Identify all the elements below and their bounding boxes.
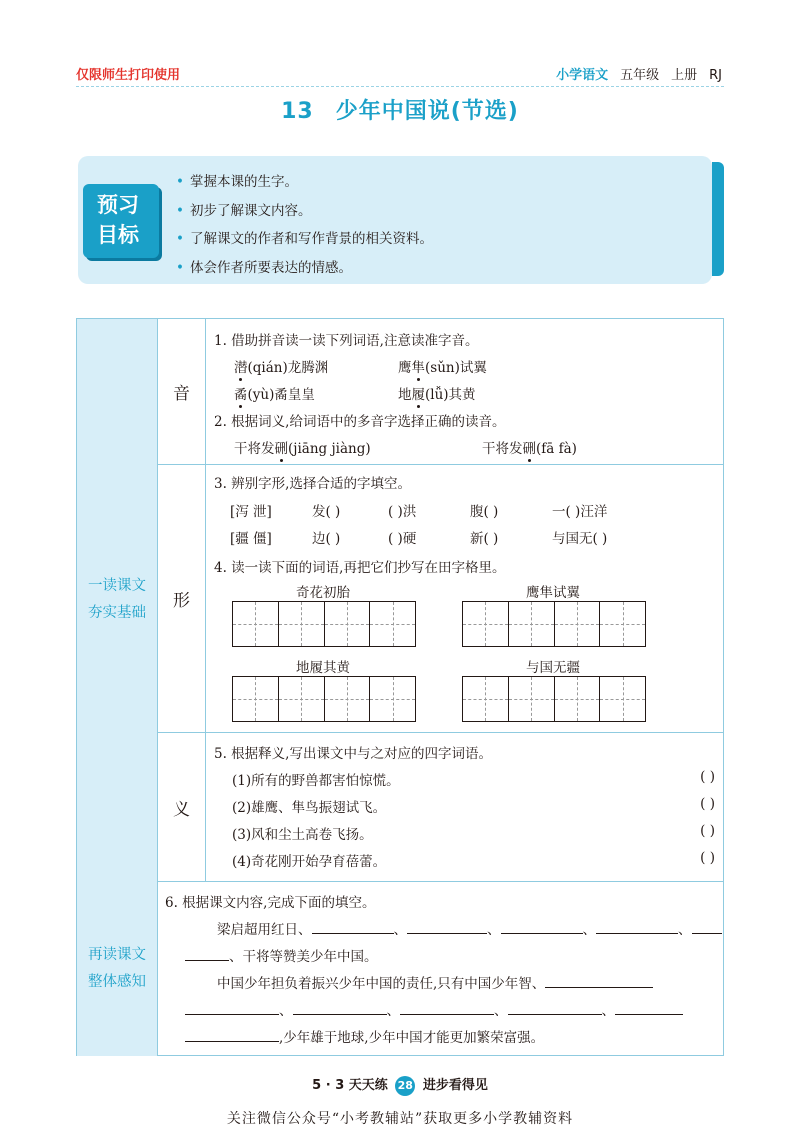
goal-item: • 掌握本课的生字。 (176, 168, 433, 197)
definition-item: (4)奇花刚开始孕育蓓蕾。 (232, 854, 387, 870)
book-info (556, 64, 722, 83)
polyphone-item: 干将发硎(fā fà) (482, 441, 577, 457)
answer-paren[interactable]: ( ) (700, 796, 715, 812)
fill-line-3: 中国少年担负着振兴少年中国的责任,只有中国少年智、 (217, 972, 653, 992)
subject-label: 小学语文 (556, 68, 609, 83)
fill-blank: 边( ) (312, 531, 341, 547)
question-2: 2. 根据词义,给词语中的多音字选择正确的读音。 (214, 414, 506, 430)
fill-blank: 新( ) (470, 531, 499, 547)
word-item: 矞(yù)矞皇皇 (234, 387, 315, 403)
definition-item: (2)雄鹰、隼鸟振翅试飞。 (232, 800, 387, 816)
definition-item: (3)风和尘土高卷飞扬。 (232, 827, 373, 843)
grade-label: 五年级 (620, 68, 660, 83)
answer-blank[interactable] (400, 1001, 494, 1015)
page-number: 28 (395, 1076, 415, 1096)
section-label-overview (77, 881, 157, 1056)
header-rule (76, 86, 724, 87)
fill-line-1: 梁启超用红日、 、 、 、 、 (217, 918, 722, 938)
word-item: 地履(lǚ)其黄 (398, 387, 476, 403)
answer-blank[interactable] (293, 1001, 387, 1015)
fill-blank: 与国无( ) (552, 531, 608, 547)
lesson-title (0, 94, 800, 125)
word-item: 潜(qián)龙腾渊 (234, 360, 329, 376)
answer-blank[interactable] (312, 920, 394, 934)
preview-goals-badge (83, 184, 159, 258)
question-5: 5. 根据释义,写出课文中与之对应的四字词语。 (214, 746, 492, 762)
goal-item: • 了解课文的作者和写作背景的相关资料。 (176, 225, 433, 254)
answer-blank[interactable] (501, 920, 583, 934)
sub-label-pronunciation: 音 (157, 319, 206, 464)
answer-blank[interactable] (185, 947, 229, 961)
copy-word-label: 奇花初胎 (296, 585, 350, 601)
fill-blank: ( )洪 (388, 504, 417, 520)
fill-blank: 发( ) (312, 504, 341, 520)
goals-list (176, 168, 433, 282)
meaning-content (206, 732, 723, 881)
section-label-line: 再读课文 (88, 946, 146, 963)
badge-line-1: 预习 (97, 193, 139, 217)
section-label-line: 整体感知 (88, 973, 146, 990)
goal-item: • 初步了解课文内容。 (176, 197, 433, 226)
fill-line-4: 、 、 、 、 (185, 999, 683, 1019)
exercise-table (76, 318, 724, 1056)
pronunciation-content (206, 319, 723, 464)
question-1: 1. 借助拼音读一读下列词语,注意读准字音。 (214, 333, 479, 349)
tianzige-grid[interactable] (232, 676, 416, 722)
answer-blank[interactable] (615, 1001, 683, 1015)
tianzige-grid[interactable] (462, 601, 646, 647)
goal-item: • 体会作者所要表达的情感。 (176, 254, 433, 283)
section-label-line: 一读课文 (88, 578, 146, 594)
fill-blank: ( )硬 (388, 531, 417, 547)
answer-blank[interactable] (596, 920, 678, 934)
print-notice: 仅限师生打印使用 (76, 68, 181, 83)
word-item: 鹰隼(sǔn)试翼 (398, 360, 487, 376)
answer-paren[interactable]: ( ) (700, 850, 715, 866)
fill-line-2: 、干将等赞美少年中国。 (185, 945, 378, 965)
question-4: 4. 读一读下面的词语,再把它们抄写在田字格里。 (214, 560, 506, 576)
char-choice: [泻 泄] (230, 504, 272, 520)
answer-blank[interactable] (545, 974, 653, 988)
bottom-note: 关注微信公众号“小考教辅站”获取更多小学教辅资料 (226, 1111, 574, 1127)
fill-blank: 腹( ) (470, 504, 499, 520)
copy-word-label: 地履其黄 (296, 660, 350, 676)
tianzige-grid[interactable] (232, 601, 416, 647)
footer-brand: 5 · 3 天天练 (312, 1078, 388, 1093)
volume-label: 上册 (671, 68, 698, 83)
answer-paren[interactable]: ( ) (700, 823, 715, 839)
answer-blank[interactable] (185, 1001, 279, 1015)
char-choice: [疆 僵] (230, 531, 272, 547)
copy-word-label: 与国无疆 (526, 660, 580, 676)
form-content (206, 464, 723, 732)
copy-word-label: 鹰隼试翼 (526, 585, 580, 601)
answer-blank[interactable] (185, 1028, 279, 1042)
sub-label-form: 形 (157, 464, 206, 732)
section-label-line: 夯实基础 (88, 605, 146, 621)
lesson-number: 13 (281, 99, 314, 124)
badge-line-2: 目标 (97, 223, 139, 247)
fill-blank: 一( )汪洋 (552, 504, 608, 520)
fill-line-5: ,少年雄于地球,少年中国才能更加繁荣富强。 (185, 1026, 544, 1046)
definition-item: (1)所有的野兽都害怕惊慌。 (232, 773, 400, 789)
sub-label-meaning: 义 (157, 732, 206, 881)
lesson-name: 少年中国说(节选) (335, 99, 519, 124)
answer-blank[interactable] (508, 1001, 602, 1015)
edition-label: RJ (709, 68, 722, 83)
question-3: 3. 辨别字形,选择合适的字填空。 (214, 476, 411, 492)
answer-paren[interactable]: ( ) (700, 769, 715, 785)
answer-blank[interactable] (407, 920, 487, 934)
polyphone-item: 干将发硎(jiāng jiàng) (234, 441, 371, 457)
footer-slogan: 进步看得见 (422, 1078, 488, 1093)
section-label-basics (77, 319, 157, 881)
goals-box-tab (712, 162, 724, 276)
page-footer (0, 1074, 800, 1096)
question-6: 6. 根据课文内容,完成下面的填空。 (165, 895, 376, 911)
tianzige-grid[interactable] (462, 676, 646, 722)
overview-content (157, 881, 723, 1056)
answer-blank[interactable] (692, 920, 722, 934)
